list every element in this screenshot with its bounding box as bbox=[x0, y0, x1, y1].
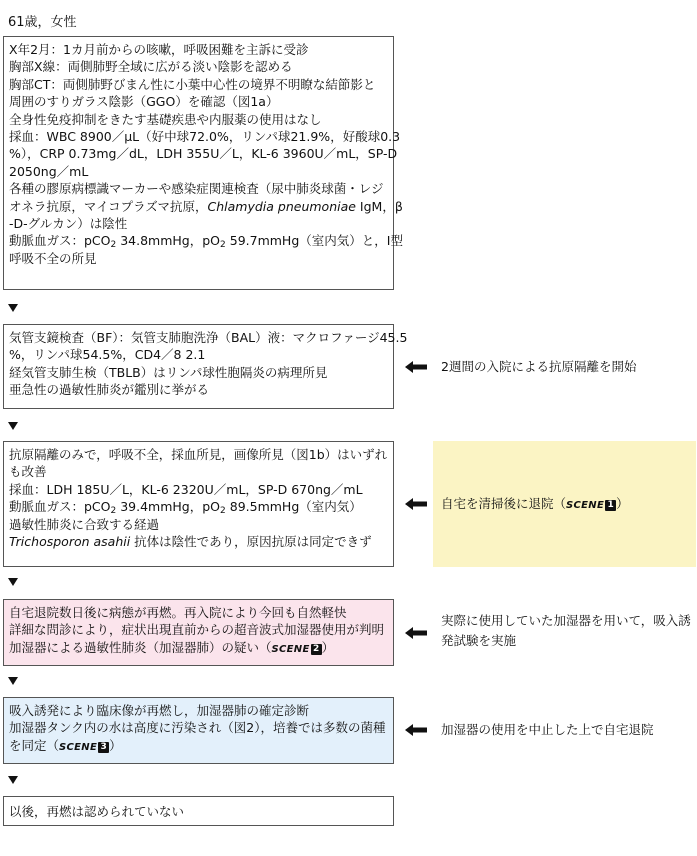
finding-line: 呼吸不全の所見 bbox=[9, 250, 97, 266]
down-arrow-icon bbox=[8, 578, 18, 586]
finding-line: 詳細な問診により，症状出現直前からの超音波式加湿器使用が判明 bbox=[9, 622, 385, 638]
finding-text: IgM，β bbox=[355, 198, 403, 214]
finding-text: 39.4mmHg，pO bbox=[116, 499, 221, 515]
finding-line bbox=[9, 198, 403, 215]
finding-line: 加湿器タンク内の水は高度に汚染され（図2），培養では多数の菌種 bbox=[9, 720, 386, 736]
finding-line: 抗原隔離のみで，呼吸不全，採血所見，画像所見（図1b）はいずれ bbox=[9, 447, 388, 462]
finding-line bbox=[9, 737, 388, 756]
finding-line: X年2月：1カ月前からの咳嗽，呼吸困難を主訴に受診 bbox=[9, 42, 309, 57]
finding-line: 採血：LDH 185U／L，KL-6 2320U／mL，SP-D 670ng／mL bbox=[9, 481, 363, 497]
diagnosis-box bbox=[3, 697, 394, 764]
note-provocation-test bbox=[441, 611, 691, 651]
scene-number-badge: 2 bbox=[311, 644, 322, 655]
scene-label: SCENE bbox=[59, 741, 98, 753]
down-arrow-icon bbox=[8, 304, 18, 312]
finding-line: %，リンパ球54.5%，CD4／8 2.1 bbox=[9, 347, 206, 363]
left-arrow-icon bbox=[405, 361, 427, 373]
scene-number-badge: 3 bbox=[98, 742, 109, 753]
down-arrow-icon bbox=[8, 422, 18, 430]
finding-line: 自宅退院数日後に病態が再燃。再入院により今回も自然軽快 bbox=[9, 605, 347, 620]
finding-text: 34.8mmHg，pO bbox=[116, 233, 221, 249]
subscript: 2 bbox=[110, 240, 117, 251]
initial-findings-box bbox=[3, 36, 403, 290]
scene-label: SCENE bbox=[566, 500, 605, 511]
left-arrow-icon bbox=[405, 627, 427, 639]
finding-text: 動脈血ガス：pCO bbox=[9, 233, 111, 249]
finding-text: オネラ抗原，マイコプラズマ抗原， bbox=[9, 198, 208, 214]
finding-text: 加湿器による過敏性肺炎（加湿器肺）の疑い（ bbox=[9, 639, 272, 655]
note-text: 自宅を清掃後に退院（ bbox=[441, 496, 567, 511]
patient-header: 61歳，女性 bbox=[8, 15, 77, 30]
finding-line bbox=[9, 639, 388, 658]
finding-text: 59.7mmHg（室内気）と，I型 bbox=[225, 233, 403, 249]
finding-text: ） bbox=[109, 737, 122, 753]
finding-line: も改善 bbox=[9, 464, 47, 480]
note-stop-humidifier: 加湿器の使用を中止した上で自宅退院 bbox=[441, 722, 654, 737]
finding-line: 採血：WBC 8900／μL（好中球72.0%，リンパ球21.9%，好酸球0.3 bbox=[9, 129, 401, 145]
relapse-box bbox=[3, 599, 394, 666]
finding-line: 2050ng／mL bbox=[9, 163, 89, 179]
finding-line: 以後，再燃は認められていない bbox=[9, 804, 185, 819]
outcome-box bbox=[3, 796, 394, 826]
finding-line: 過敏性肺炎に合致する経過 bbox=[9, 516, 160, 532]
note-text: ） bbox=[616, 496, 629, 511]
organism-name: Chlamydia pneumoniae bbox=[207, 198, 356, 214]
finding-line: 吸入誘発により臨床像が再燃し，加湿器肺の確定診断 bbox=[9, 703, 310, 718]
finding-line bbox=[9, 498, 388, 515]
subscript: 2 bbox=[220, 240, 226, 251]
finding-line: 亜急性の過敏性肺炎が鑑別に挙がる bbox=[9, 382, 210, 398]
finding-line: %），CRP 0.73mg／dL，LDH 355U／L，KL-6 3960U／mL，SP-D bbox=[9, 146, 398, 162]
left-arrow-icon bbox=[405, 724, 427, 736]
finding-text: 動脈血ガス：pCO bbox=[9, 499, 111, 515]
down-arrow-icon bbox=[8, 677, 18, 685]
finding-line bbox=[9, 533, 388, 550]
note-discharge bbox=[441, 494, 629, 516]
note-line: 発試験を実施 bbox=[441, 633, 517, 648]
finding-line: 経気管支肺生検（TBLB）はリンパ球性胞隔炎の病理所見 bbox=[9, 364, 328, 380]
finding-line: 周囲のすりガラス陰影（GGO）を確認（図1a） bbox=[9, 94, 279, 110]
finding-line: 気管支鏡検査（BF）：気管支肺胞洗浄（BAL）液：マクロファージ45.5 bbox=[9, 330, 408, 345]
finding-text: 89.5mmHg（室内気） bbox=[225, 499, 362, 515]
finding-line bbox=[9, 232, 403, 251]
note-line: 実際に使用していた加湿器を用いて，吸入誘 bbox=[441, 613, 691, 628]
left-arrow-icon bbox=[405, 498, 427, 510]
subscript: 2 bbox=[220, 506, 226, 517]
subscript: 2 bbox=[110, 506, 117, 517]
bronchoscopy-box bbox=[3, 324, 408, 409]
finding-text: ） bbox=[321, 639, 335, 655]
finding-line: 胸部X線：両側肺野全域に広がる淡い陰影を認める bbox=[9, 59, 293, 75]
scene-label: SCENE bbox=[271, 643, 310, 655]
finding-line: 各種の膠原病標識マーカーや感染症関連検査（尿中肺炎球菌・レジ bbox=[9, 181, 384, 197]
scene-number-badge: 1 bbox=[605, 500, 616, 511]
improvement-box bbox=[3, 441, 394, 567]
finding-line: 全身性免疫抑制をきたす基礎疾患や内服薬の使用はなし bbox=[9, 111, 322, 127]
organism-name: Trichosporon asahii bbox=[9, 534, 131, 550]
finding-line: -D-グルカン）は陰性 bbox=[9, 216, 128, 232]
down-arrow-icon bbox=[8, 776, 18, 784]
finding-line: 胸部CT：両側肺野びまん性に小葉中心性の境界不明瞭な結節影と bbox=[9, 76, 376, 92]
note-antigen-isolation: 2週間の入院による抗原隔離を開始 bbox=[441, 359, 637, 374]
finding-text: を同定（ bbox=[9, 737, 60, 753]
finding-text: 抗体は陰性であり，原因抗原は同定できず bbox=[130, 534, 372, 550]
